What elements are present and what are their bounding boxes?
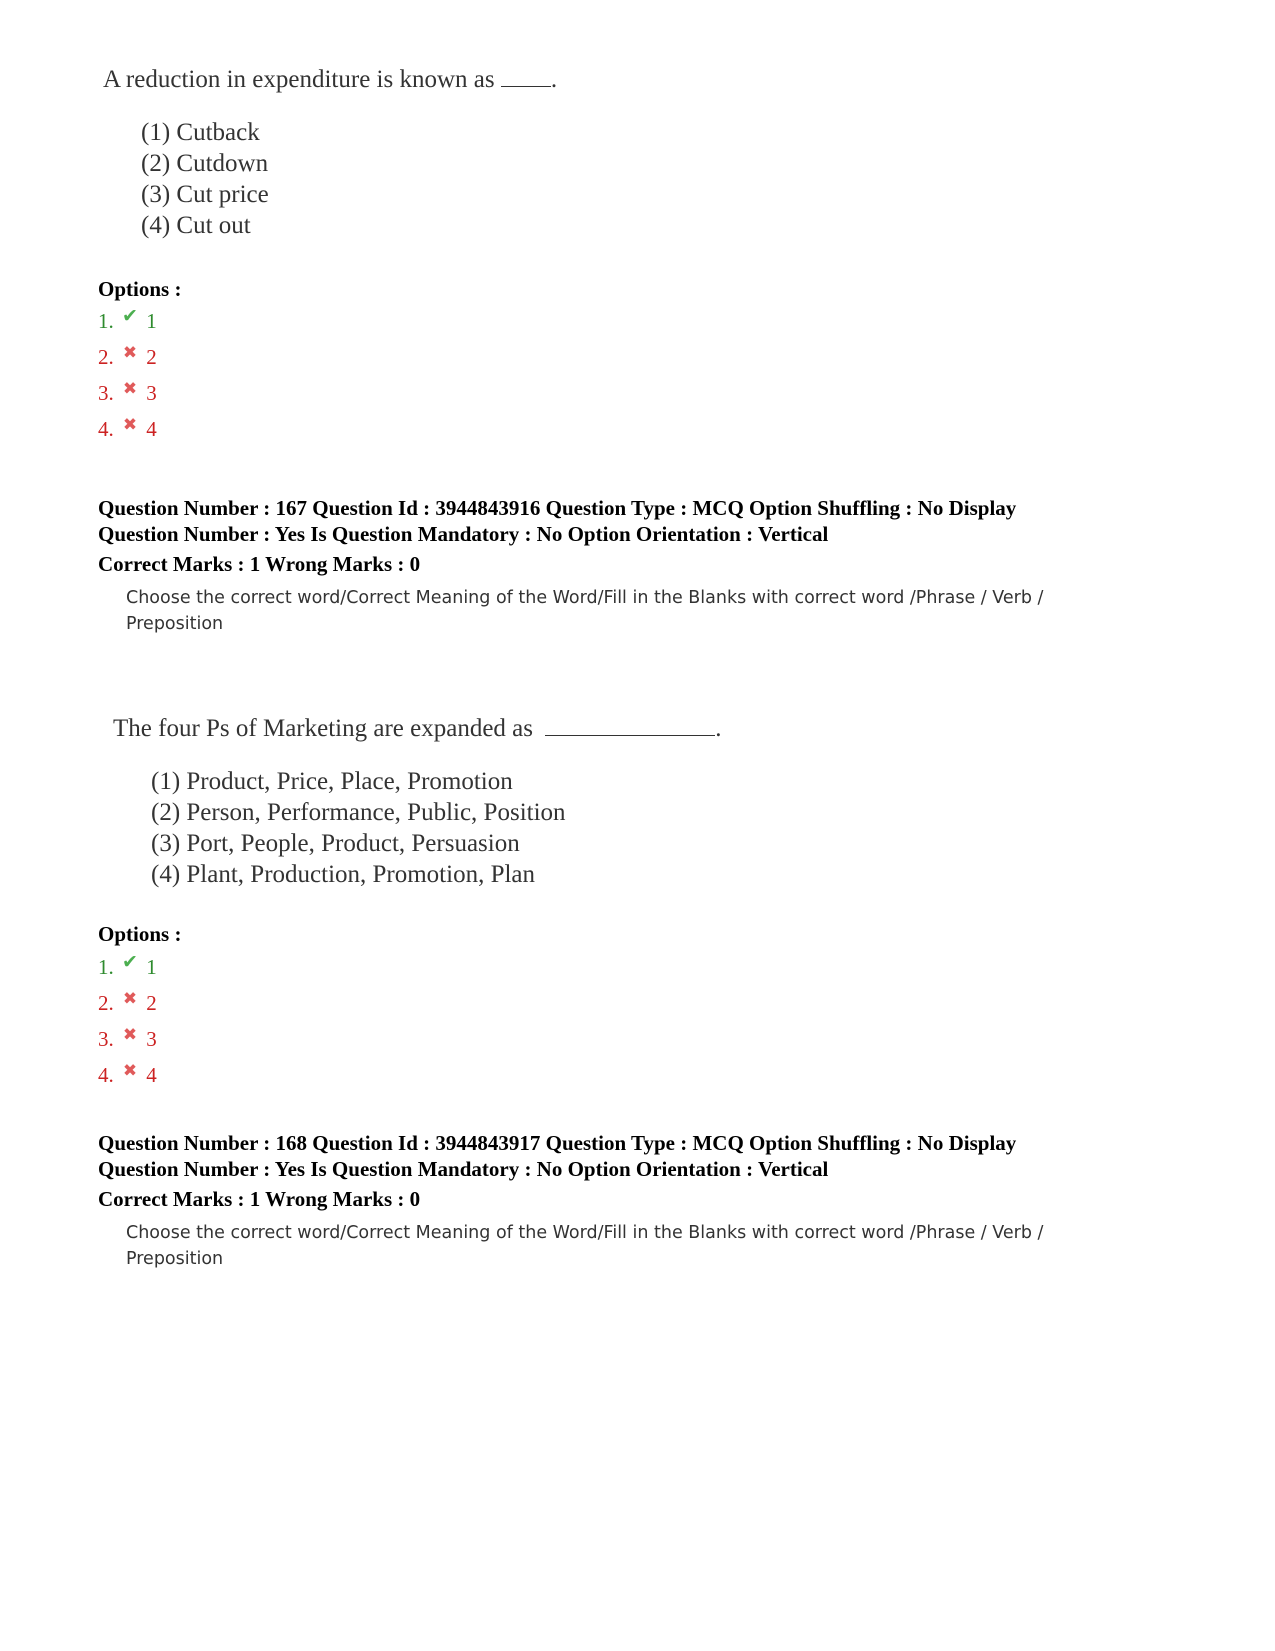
options-heading: Options : [98, 277, 182, 301]
option-item: 1. ✔ 1 [98, 304, 157, 340]
blank-line [545, 734, 715, 736]
question-stem: The four Ps of Marketing are expanded as . [113, 715, 722, 742]
option-item: 4. ✖ 4 [98, 1058, 157, 1094]
answer-choices [151, 766, 722, 890]
answer-choice: (4) Cut out [141, 212, 251, 239]
cross-icon: ✖ [122, 1025, 138, 1044]
options-list [98, 304, 157, 448]
blank-line [501, 85, 551, 87]
cross-icon: ✖ [122, 989, 138, 1008]
option-item: 3. ✖ 3 [98, 1022, 157, 1058]
options-heading: Options : [98, 922, 182, 946]
marks-line: Correct Marks : 1 Wrong Marks : 0 [98, 552, 421, 576]
question-meta [98, 1130, 1016, 1212]
question-image [103, 66, 557, 241]
cross-icon: ✖ [122, 415, 138, 434]
question-meta-line: Question Number : Yes Is Question Mandatory : No Option Orientation : Vertical [98, 1157, 829, 1181]
option-item: 3. ✖ 3 [98, 376, 157, 412]
answer-choice: (2) Person, Performance, Public, Position [151, 799, 566, 826]
cross-icon: ✖ [122, 379, 138, 398]
answer-choice: (2) Cutdown [141, 150, 269, 177]
answer-choices [141, 117, 557, 241]
question-meta-line: Question Number : 168 Question Id : 3944843917 Question Type : MCQ Option Shuffling : No Display [98, 1131, 1017, 1155]
question-stem: A reduction in expenditure is known as . [103, 66, 558, 93]
answer-choice: (3) Cut price [141, 181, 269, 208]
question-meta-line: Question Number : Yes Is Question Mandatory : No Option Orientation : Vertical [98, 522, 829, 546]
check-icon: ✔ [122, 306, 138, 327]
cross-icon: ✖ [122, 343, 138, 362]
check-icon: ✔ [122, 952, 138, 973]
question-image [113, 715, 722, 890]
question-meta [98, 495, 1016, 577]
question-instruction: Choose the correct word/Correct Meaning of the Word/Fill in the Blanks with correct word /Phrase / Verb / Preposition [126, 588, 1044, 634]
answer-choice: (4) Plant, Production, Promotion, Plan [151, 861, 536, 888]
answer-choice: (1) Cutback [141, 119, 260, 146]
cross-icon: ✖ [122, 1061, 138, 1080]
answer-choice: (1) Product, Price, Place, Promotion [151, 768, 513, 795]
question-meta-line: Question Number : 167 Question Id : 3944843916 Question Type : MCQ Option Shuffling : No Display [98, 496, 1017, 520]
question-instruction: Choose the correct word/Correct Meaning of the Word/Fill in the Blanks with correct word /Phrase / Verb / Preposition [126, 1223, 1044, 1269]
options-list [98, 950, 157, 1094]
option-item: 2. ✖ 2 [98, 986, 157, 1022]
option-item: 4. ✖ 4 [98, 412, 157, 448]
answer-choice: (3) Port, People, Product, Persuasion [151, 830, 520, 857]
marks-line: Correct Marks : 1 Wrong Marks : 0 [98, 1187, 421, 1211]
option-item: 1. ✔ 1 [98, 950, 157, 986]
option-item: 2. ✖ 2 [98, 340, 157, 376]
